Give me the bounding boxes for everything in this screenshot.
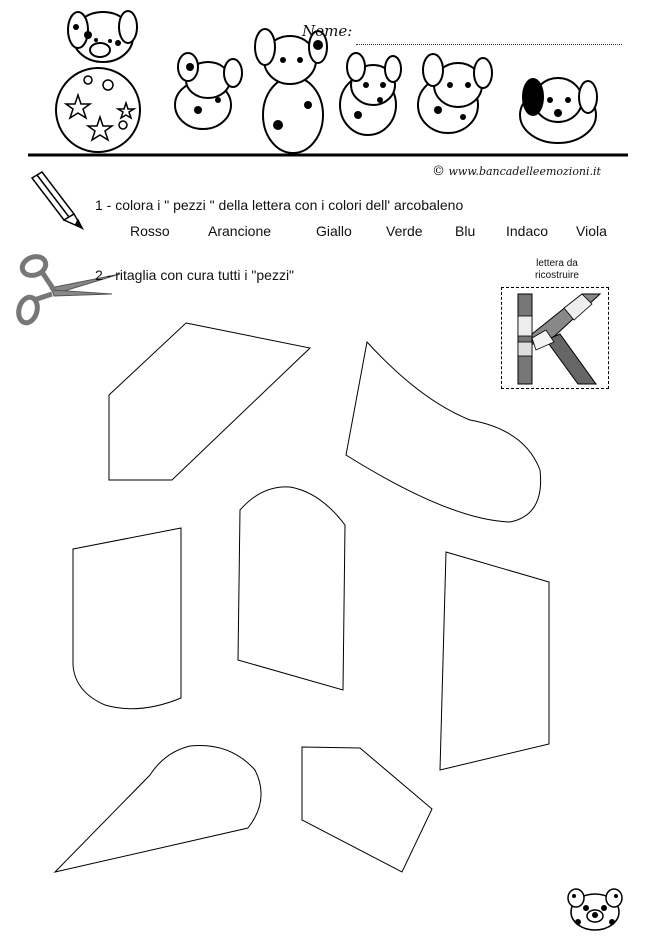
color-viola: Viola: [576, 223, 607, 239]
step-1-instruction: 1 - colora i " pezzi " della lettera con i colori dell' arcobaleno: [95, 197, 464, 213]
site-credit: [432, 164, 601, 179]
letter-box-label: [512, 258, 602, 282]
rainbow-color-list: [0, 223, 650, 243]
site-url: www.bancadelleemozioni.it: [448, 165, 601, 178]
letter-box-label-line1: lettera da: [536, 258, 578, 269]
color-blu: Blu: [455, 223, 476, 239]
color-indaco: Indaco: [506, 223, 549, 239]
letter-box-label-line2: ricostruire: [535, 270, 579, 281]
piece-4: [73, 528, 181, 709]
step-2-instruction: 2 - ritaglia con cura tutti i "pezzi": [95, 267, 295, 283]
color-arancione: Arancione: [208, 223, 272, 239]
letter-pieces-area: [0, 300, 650, 900]
piece-3: [238, 487, 345, 690]
color-verde: Verde: [386, 223, 423, 239]
piece-5: [440, 552, 549, 770]
name-field-line[interactable]: [356, 44, 622, 45]
puppy-icon: [566, 882, 624, 934]
color-giallo: Giallo: [316, 223, 352, 239]
piece-6: [55, 746, 261, 873]
piece-1: [109, 323, 310, 480]
piece-2: [346, 342, 541, 522]
color-rosso: Rosso: [130, 223, 170, 239]
name-label: Nome:: [302, 22, 353, 40]
piece-7: [302, 747, 432, 872]
copyright-symbol: ©: [432, 164, 445, 179]
